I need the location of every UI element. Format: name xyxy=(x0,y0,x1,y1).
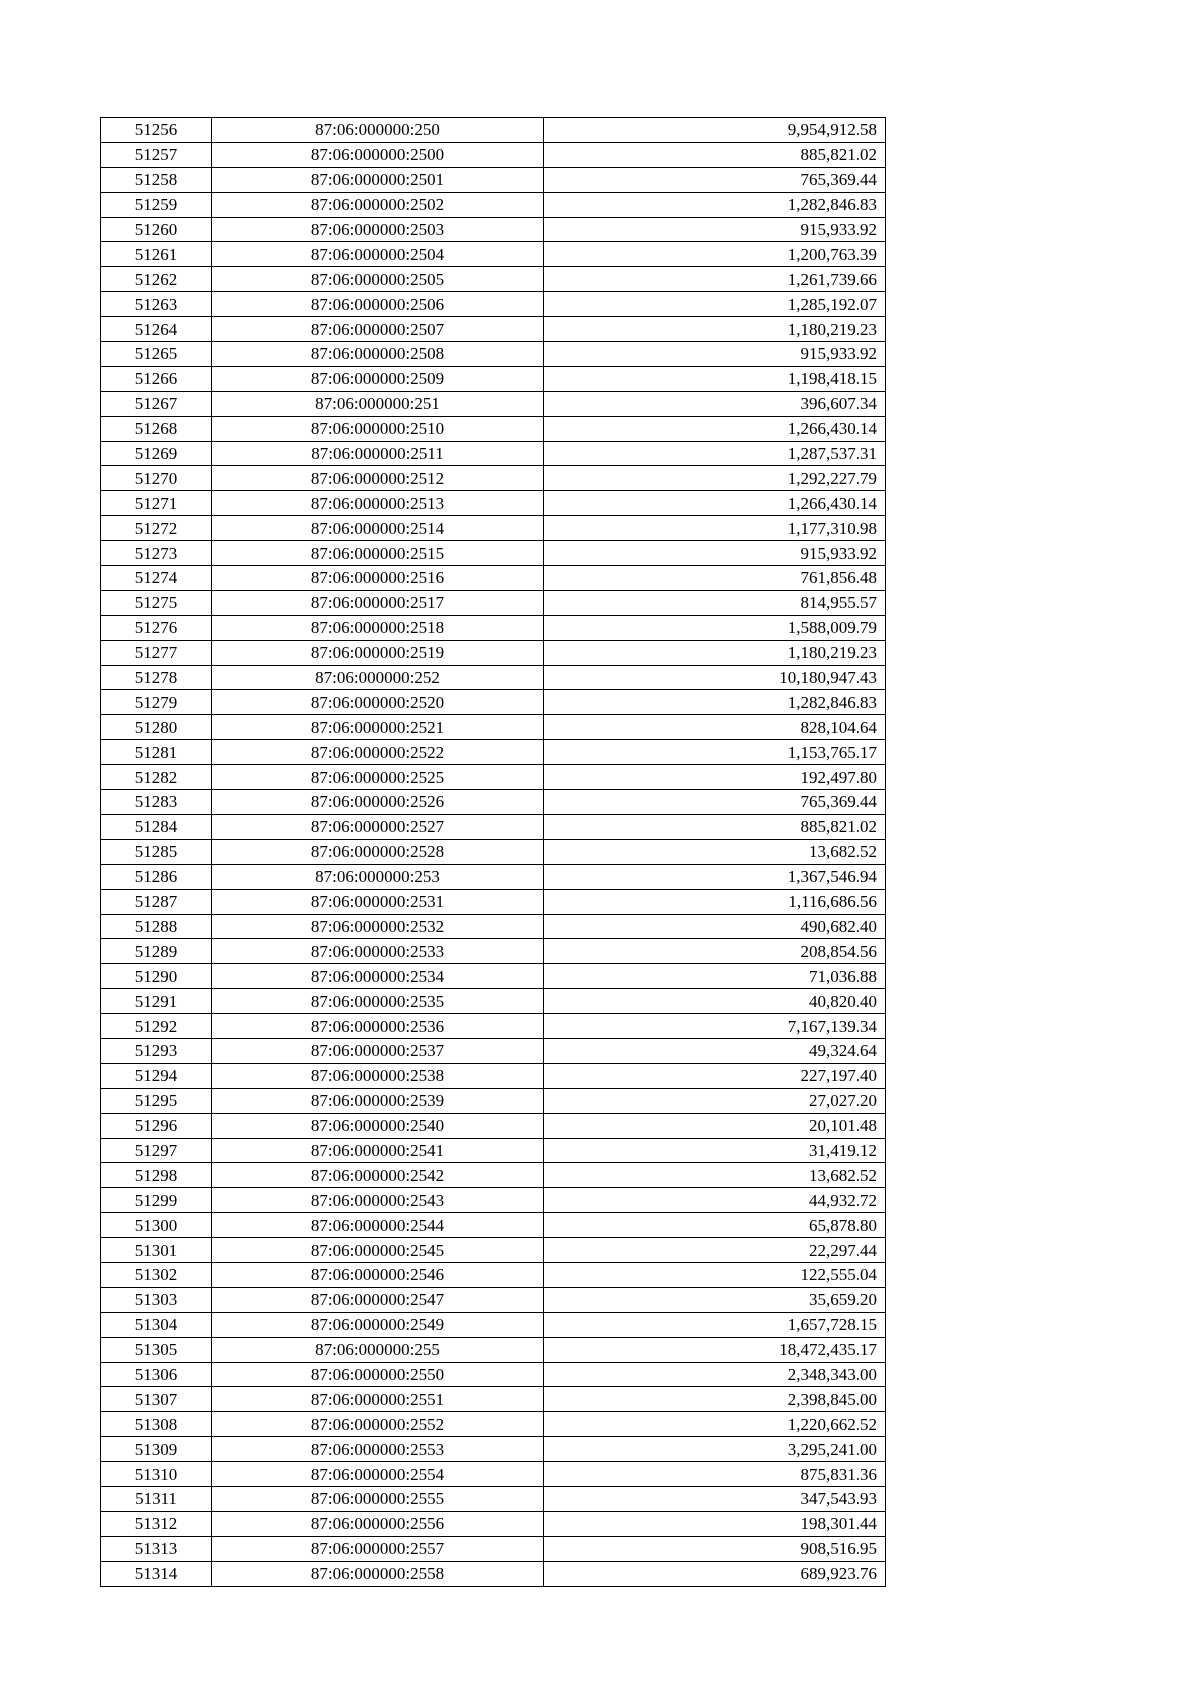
table-row xyxy=(101,740,886,765)
cadastral-number-cell: 87:06:000000:2554 xyxy=(212,1462,544,1487)
row-number-cell: 51265 xyxy=(101,342,212,367)
cadastral-value-cell: 490,682.40 xyxy=(544,914,886,939)
cadastral-number-cell: 87:06:000000:2514 xyxy=(212,516,544,541)
table-row xyxy=(101,292,886,317)
cadastral-value-cell: 915,933.92 xyxy=(544,342,886,367)
table-row xyxy=(101,317,886,342)
cadastral-value-cell: 2,348,343.00 xyxy=(544,1362,886,1387)
table-row xyxy=(101,1412,886,1437)
cadastral-value-cell: 1,657,728.15 xyxy=(544,1312,886,1337)
table-row xyxy=(101,1213,886,1238)
cadastral-value-cell: 1,282,846.83 xyxy=(544,192,886,217)
cadastral-value-cell: 20,101.48 xyxy=(544,1113,886,1138)
table-row xyxy=(101,715,886,740)
cadastral-number-cell: 87:06:000000:2546 xyxy=(212,1262,544,1287)
table-row xyxy=(101,391,886,416)
cadastral-number-cell: 87:06:000000:2536 xyxy=(212,1014,544,1039)
row-number-cell: 51288 xyxy=(101,914,212,939)
row-number-cell: 51259 xyxy=(101,192,212,217)
cadastral-number-cell: 87:06:000000:2545 xyxy=(212,1238,544,1263)
cadastral-value-cell: 1,198,418.15 xyxy=(544,366,886,391)
row-number-cell: 51286 xyxy=(101,864,212,889)
table-row xyxy=(101,516,886,541)
cadastral-number-cell: 87:06:000000:2555 xyxy=(212,1486,544,1511)
cadastral-value-cell: 10,180,947.43 xyxy=(544,665,886,690)
cadastral-number-cell: 87:06:000000:2557 xyxy=(212,1536,544,1561)
row-number-cell: 51264 xyxy=(101,317,212,342)
table-row xyxy=(101,1188,886,1213)
row-number-cell: 51303 xyxy=(101,1287,212,1312)
row-number-cell: 51307 xyxy=(101,1387,212,1412)
row-number-cell: 51306 xyxy=(101,1362,212,1387)
cadastral-number-cell: 87:06:000000:2513 xyxy=(212,491,544,516)
row-number-cell: 51261 xyxy=(101,242,212,267)
cadastral-value-cell: 765,369.44 xyxy=(544,167,886,192)
cadastral-value-cell: 22,297.44 xyxy=(544,1238,886,1263)
table-row xyxy=(101,1536,886,1561)
cadastral-number-cell: 87:06:000000:2544 xyxy=(212,1213,544,1238)
cadastral-number-cell: 87:06:000000:255 xyxy=(212,1337,544,1362)
cadastral-value-cell: 198,301.44 xyxy=(544,1511,886,1536)
cadastral-value-cell: 347,543.93 xyxy=(544,1486,886,1511)
row-number-cell: 51266 xyxy=(101,366,212,391)
cadastral-number-cell: 87:06:000000:2552 xyxy=(212,1412,544,1437)
row-number-cell: 51299 xyxy=(101,1188,212,1213)
table-row xyxy=(101,690,886,715)
cadastral-number-cell: 87:06:000000:2515 xyxy=(212,541,544,566)
row-number-cell: 51268 xyxy=(101,416,212,441)
row-number-cell: 51312 xyxy=(101,1511,212,1536)
cadastral-number-cell: 87:06:000000:2532 xyxy=(212,914,544,939)
cadastral-value-cell: 40,820.40 xyxy=(544,989,886,1014)
row-number-cell: 51313 xyxy=(101,1536,212,1561)
row-number-cell: 51267 xyxy=(101,391,212,416)
cadastral-value-cell: 192,497.80 xyxy=(544,765,886,790)
row-number-cell: 51283 xyxy=(101,790,212,815)
row-number-cell: 51293 xyxy=(101,1038,212,1063)
cadastral-number-cell: 87:06:000000:2521 xyxy=(212,715,544,740)
cadastral-value-cell: 875,831.36 xyxy=(544,1462,886,1487)
cadastral-value-cell: 65,878.80 xyxy=(544,1213,886,1238)
table-row xyxy=(101,1113,886,1138)
cadastral-number-cell: 87:06:000000:2517 xyxy=(212,590,544,615)
row-number-cell: 51314 xyxy=(101,1561,212,1586)
table-row xyxy=(101,466,886,491)
cadastral-value-cell: 44,932.72 xyxy=(544,1188,886,1213)
row-number-cell: 51278 xyxy=(101,665,212,690)
cadastral-value-cell: 1,266,430.14 xyxy=(544,416,886,441)
cadastral-number-cell: 87:06:000000:2508 xyxy=(212,342,544,367)
row-number-cell: 51291 xyxy=(101,989,212,1014)
cadastral-number-cell: 87:06:000000:2525 xyxy=(212,765,544,790)
table-row xyxy=(101,1238,886,1263)
row-number-cell: 51269 xyxy=(101,441,212,466)
table-row xyxy=(101,1387,886,1412)
cadastral-value-cell: 915,933.92 xyxy=(544,541,886,566)
table-row xyxy=(101,1138,886,1163)
cadastral-number-cell: 87:06:000000:2551 xyxy=(212,1387,544,1412)
cadastral-value-cell: 35,659.20 xyxy=(544,1287,886,1312)
cadastral-value-cell: 1,200,763.39 xyxy=(544,242,886,267)
table-row xyxy=(101,541,886,566)
table-row xyxy=(101,590,886,615)
table-row xyxy=(101,118,886,143)
row-number-cell: 51292 xyxy=(101,1014,212,1039)
cadastral-number-cell: 87:06:000000:2504 xyxy=(212,242,544,267)
row-number-cell: 51297 xyxy=(101,1138,212,1163)
cadastral-number-cell: 87:06:000000:2539 xyxy=(212,1088,544,1113)
table-row xyxy=(101,1088,886,1113)
cadastral-number-cell: 87:06:000000:2511 xyxy=(212,441,544,466)
table-row xyxy=(101,1462,886,1487)
row-number-cell: 51289 xyxy=(101,939,212,964)
cadastral-value-cell: 1,292,227.79 xyxy=(544,466,886,491)
cadastral-number-cell: 87:06:000000:2542 xyxy=(212,1163,544,1188)
row-number-cell: 51287 xyxy=(101,889,212,914)
table-row xyxy=(101,765,886,790)
table-row xyxy=(101,342,886,367)
cadastral-number-cell: 87:06:000000:2549 xyxy=(212,1312,544,1337)
table-row xyxy=(101,814,886,839)
table-row xyxy=(101,1287,886,1312)
cadastral-number-cell: 87:06:000000:2520 xyxy=(212,690,544,715)
cadastral-number-cell: 87:06:000000:2543 xyxy=(212,1188,544,1213)
cadastral-value-cell: 1,116,686.56 xyxy=(544,889,886,914)
row-number-cell: 51263 xyxy=(101,292,212,317)
table-row xyxy=(101,416,886,441)
cadastral-value-cell: 13,682.52 xyxy=(544,1163,886,1188)
cadastral-number-cell: 87:06:000000:251 xyxy=(212,391,544,416)
row-number-cell: 51275 xyxy=(101,590,212,615)
cadastral-number-cell: 87:06:000000:2528 xyxy=(212,839,544,864)
row-number-cell: 51309 xyxy=(101,1437,212,1462)
row-number-cell: 51290 xyxy=(101,964,212,989)
row-number-cell: 51301 xyxy=(101,1238,212,1263)
cadastral-number-cell: 87:06:000000:2516 xyxy=(212,566,544,591)
cadastral-number-cell: 87:06:000000:2537 xyxy=(212,1038,544,1063)
row-number-cell: 51304 xyxy=(101,1312,212,1337)
row-number-cell: 51296 xyxy=(101,1113,212,1138)
table-row xyxy=(101,1014,886,1039)
cadastral-value-cell: 71,036.88 xyxy=(544,964,886,989)
table-row xyxy=(101,939,886,964)
cadastral-value-cell: 1,261,739.66 xyxy=(544,267,886,292)
cadastral-number-cell: 87:06:000000:2527 xyxy=(212,814,544,839)
cadastral-number-cell: 87:06:000000:2510 xyxy=(212,416,544,441)
cadastral-number-cell: 87:06:000000:2518 xyxy=(212,615,544,640)
table-row xyxy=(101,1511,886,1536)
row-number-cell: 51260 xyxy=(101,217,212,242)
cadastral-number-cell: 87:06:000000:2538 xyxy=(212,1063,544,1088)
cadastral-number-cell: 87:06:000000:2522 xyxy=(212,740,544,765)
cadastral-value-cell: 1,220,662.52 xyxy=(544,1412,886,1437)
cadastral-value-cell: 208,854.56 xyxy=(544,939,886,964)
table-row xyxy=(101,142,886,167)
cadastral-number-cell: 87:06:000000:2535 xyxy=(212,989,544,1014)
row-number-cell: 51273 xyxy=(101,541,212,566)
cadastral-value-cell: 7,167,139.34 xyxy=(544,1014,886,1039)
cadastral-value-cell: 1,180,219.23 xyxy=(544,317,886,342)
cadastral-number-cell: 87:06:000000:253 xyxy=(212,864,544,889)
cadastral-number-cell: 87:06:000000:2556 xyxy=(212,1511,544,1536)
cadastral-value-cell: 814,955.57 xyxy=(544,590,886,615)
table-row xyxy=(101,1063,886,1088)
table-row xyxy=(101,192,886,217)
cadastral-value-cell: 1,153,765.17 xyxy=(544,740,886,765)
row-number-cell: 51280 xyxy=(101,715,212,740)
table-row xyxy=(101,1486,886,1511)
cadastral-value-cell: 908,516.95 xyxy=(544,1536,886,1561)
cadastral-number-cell: 87:06:000000:2501 xyxy=(212,167,544,192)
table-row xyxy=(101,1337,886,1362)
cadastral-number-cell: 87:06:000000:2507 xyxy=(212,317,544,342)
cadastral-value-cell: 49,324.64 xyxy=(544,1038,886,1063)
cadastral-value-cell: 1,588,009.79 xyxy=(544,615,886,640)
cadastral-number-cell: 87:06:000000:252 xyxy=(212,665,544,690)
cadastral-number-cell: 87:06:000000:2512 xyxy=(212,466,544,491)
table-row xyxy=(101,1437,886,1462)
row-number-cell: 51279 xyxy=(101,690,212,715)
cadastral-number-cell: 87:06:000000:2509 xyxy=(212,366,544,391)
row-number-cell: 51270 xyxy=(101,466,212,491)
row-number-cell: 51262 xyxy=(101,267,212,292)
cadastral-value-cell: 1,282,846.83 xyxy=(544,690,886,715)
cadastral-value-cell: 1,287,537.31 xyxy=(544,441,886,466)
table-row xyxy=(101,566,886,591)
cadastral-number-cell: 87:06:000000:2531 xyxy=(212,889,544,914)
row-number-cell: 51311 xyxy=(101,1486,212,1511)
row-number-cell: 51302 xyxy=(101,1262,212,1287)
table-row xyxy=(101,989,886,1014)
cadastral-value-cell: 18,472,435.17 xyxy=(544,1337,886,1362)
row-number-cell: 51300 xyxy=(101,1213,212,1238)
table-row xyxy=(101,217,886,242)
cadastral-value-cell: 885,821.02 xyxy=(544,814,886,839)
cadastral-number-cell: 87:06:000000:2558 xyxy=(212,1561,544,1586)
table-row xyxy=(101,366,886,391)
cadastral-value-cell: 27,027.20 xyxy=(544,1088,886,1113)
table-row xyxy=(101,640,886,665)
table-row xyxy=(101,615,886,640)
cadastral-number-cell: 87:06:000000:2553 xyxy=(212,1437,544,1462)
cadastral-number-cell: 87:06:000000:2547 xyxy=(212,1287,544,1312)
cadastral-value-cell: 828,104.64 xyxy=(544,715,886,740)
row-number-cell: 51308 xyxy=(101,1412,212,1437)
cadastral-value-cell: 1,177,310.98 xyxy=(544,516,886,541)
cadastral-value-cell: 765,369.44 xyxy=(544,790,886,815)
row-number-cell: 51295 xyxy=(101,1088,212,1113)
row-number-cell: 51285 xyxy=(101,839,212,864)
table-body xyxy=(101,118,886,1587)
cadastral-value-cell: 761,856.48 xyxy=(544,566,886,591)
cadastral-number-cell: 87:06:000000:2502 xyxy=(212,192,544,217)
cadastral-value-cell: 1,180,219.23 xyxy=(544,640,886,665)
cadastral-value-cell: 13,682.52 xyxy=(544,839,886,864)
cadastral-value-cell: 9,954,912.58 xyxy=(544,118,886,143)
cadastral-value-cell: 1,266,430.14 xyxy=(544,491,886,516)
cadastral-value-cell: 885,821.02 xyxy=(544,142,886,167)
cadastral-value-cell: 915,933.92 xyxy=(544,217,886,242)
table-row xyxy=(101,864,886,889)
table-row xyxy=(101,889,886,914)
cadastral-number-cell: 87:06:000000:2534 xyxy=(212,964,544,989)
cadastral-number-cell: 87:06:000000:2503 xyxy=(212,217,544,242)
row-number-cell: 51258 xyxy=(101,167,212,192)
cadastral-value-cell: 396,607.34 xyxy=(544,391,886,416)
cadastral-number-cell: 87:06:000000:2506 xyxy=(212,292,544,317)
cadastral-number-cell: 87:06:000000:250 xyxy=(212,118,544,143)
table-row xyxy=(101,1312,886,1337)
table-row xyxy=(101,1362,886,1387)
cadastral-value-cell: 689,923.76 xyxy=(544,1561,886,1586)
row-number-cell: 51277 xyxy=(101,640,212,665)
table-row xyxy=(101,790,886,815)
row-number-cell: 51298 xyxy=(101,1163,212,1188)
cadastral-number-cell: 87:06:000000:2519 xyxy=(212,640,544,665)
cadastral-number-cell: 87:06:000000:2526 xyxy=(212,790,544,815)
table-row xyxy=(101,491,886,516)
row-number-cell: 51305 xyxy=(101,1337,212,1362)
table-row xyxy=(101,441,886,466)
row-number-cell: 51276 xyxy=(101,615,212,640)
row-number-cell: 51282 xyxy=(101,765,212,790)
cadastral-number-cell: 87:06:000000:2500 xyxy=(212,142,544,167)
cadastral-number-cell: 87:06:000000:2505 xyxy=(212,267,544,292)
row-number-cell: 51310 xyxy=(101,1462,212,1487)
table-row xyxy=(101,1038,886,1063)
row-number-cell: 51257 xyxy=(101,142,212,167)
cadastral-value-table xyxy=(100,117,886,1587)
table-row xyxy=(101,665,886,690)
row-number-cell: 51281 xyxy=(101,740,212,765)
table-row xyxy=(101,167,886,192)
table-row xyxy=(101,839,886,864)
row-number-cell: 51256 xyxy=(101,118,212,143)
table-row xyxy=(101,267,886,292)
row-number-cell: 51284 xyxy=(101,814,212,839)
row-number-cell: 51294 xyxy=(101,1063,212,1088)
row-number-cell: 51274 xyxy=(101,566,212,591)
table-row xyxy=(101,914,886,939)
cadastral-value-cell: 3,295,241.00 xyxy=(544,1437,886,1462)
cadastral-value-cell: 122,555.04 xyxy=(544,1262,886,1287)
cadastral-value-cell: 31,419.12 xyxy=(544,1138,886,1163)
row-number-cell: 51271 xyxy=(101,491,212,516)
cadastral-value-cell: 1,285,192.07 xyxy=(544,292,886,317)
table-row xyxy=(101,964,886,989)
cadastral-number-cell: 87:06:000000:2540 xyxy=(212,1113,544,1138)
cadastral-value-cell: 1,367,546.94 xyxy=(544,864,886,889)
cadastral-value-cell: 227,197.40 xyxy=(544,1063,886,1088)
table-row xyxy=(101,1163,886,1188)
cadastral-value-cell: 2,398,845.00 xyxy=(544,1387,886,1412)
cadastral-number-cell: 87:06:000000:2541 xyxy=(212,1138,544,1163)
row-number-cell: 51272 xyxy=(101,516,212,541)
table-row xyxy=(101,242,886,267)
table-row xyxy=(101,1561,886,1586)
table-row xyxy=(101,1262,886,1287)
cadastral-number-cell: 87:06:000000:2550 xyxy=(212,1362,544,1387)
cadastral-number-cell: 87:06:000000:2533 xyxy=(212,939,544,964)
